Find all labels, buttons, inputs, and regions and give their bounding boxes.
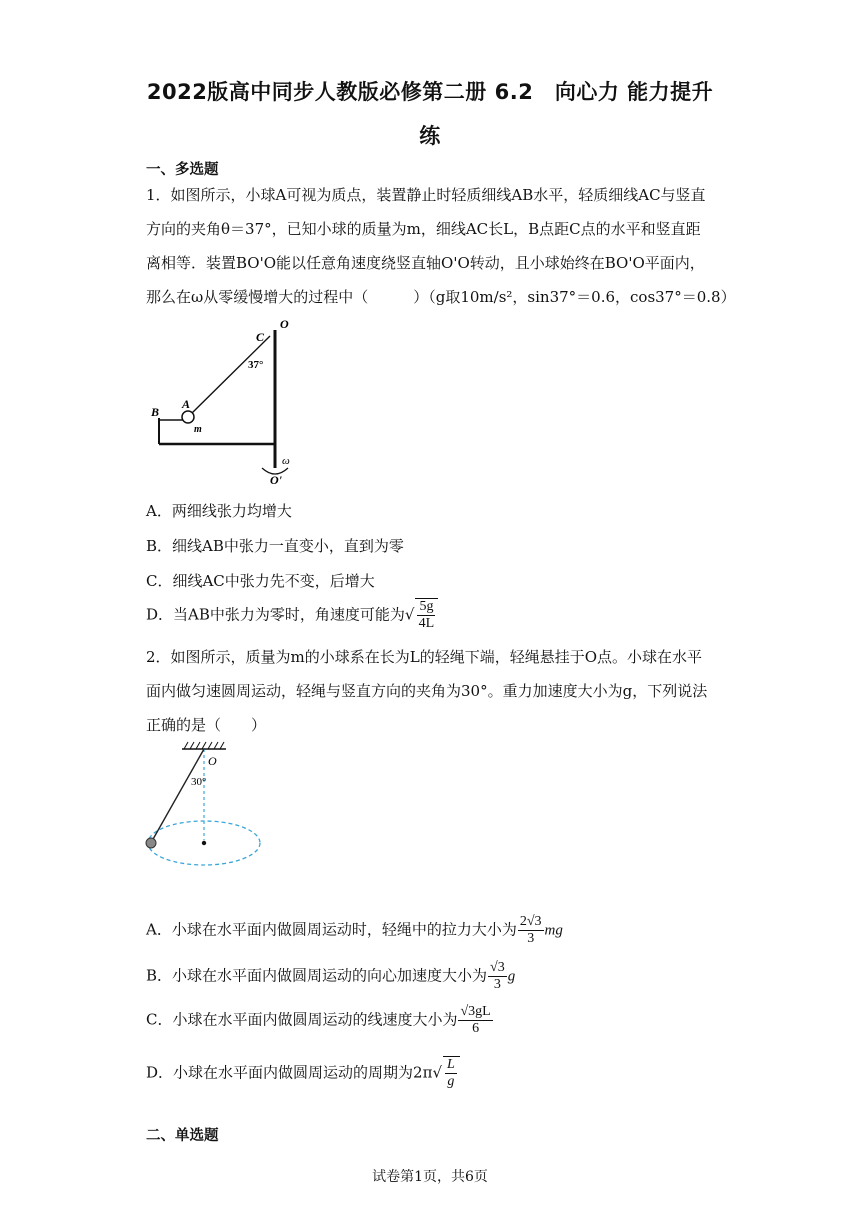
q1-d-den: 4L — [418, 616, 435, 631]
q2-option-d: D．小球在水平面内做圆周运动的周期为2π√ $\frac{L}{g}$ — [146, 1056, 460, 1090]
q2-line: 2．如图所示，质量为m的小球系在长为L的轻绳下端，轻绳悬挂于O点。小球在水平 — [146, 648, 703, 666]
q2-a-num: 2√3 — [519, 914, 542, 929]
q2-d-den: g — [447, 1074, 455, 1089]
q2-fig-label: O — [208, 754, 217, 768]
doc-title-line2: 练 — [419, 124, 441, 148]
q2-option-b-text: B．小球在水平面内做圆周运动的向心加速度大小为 — [146, 966, 488, 985]
q1-line: 1．如图所示，小球A可视为质点，装置静止时轻质细线AB水平，轻质细线AC与竖直 — [146, 186, 706, 204]
section-heading-multiple-choice: 一、多选题 — [146, 162, 219, 178]
q2-a-tail: mg — [544, 922, 563, 939]
q2-c-den: 6 — [472, 1021, 480, 1036]
q1-fig-label: B — [151, 405, 160, 419]
q2-line: 面内做匀速圆周运动，轻绳与竖直方向的夹角为30°。重力加速度大小为g，下列说法 — [146, 682, 708, 700]
q2-d-num: L — [447, 1057, 455, 1072]
q1-fig-label: ω — [282, 455, 290, 467]
q1-d-num: 5g — [419, 599, 434, 614]
q1-fig-label: O' — [270, 473, 282, 487]
q1-fig-label: C — [256, 330, 265, 344]
q2-option-a-text: A．小球在水平面内做圆周运动时，轻绳中的拉力大小为 — [146, 920, 517, 939]
q1-fig-label: A — [182, 397, 191, 411]
q2-option-c-text: C．小球在水平面内做圆周运动的线速度大小为 — [146, 1010, 458, 1029]
q1-option-c: C．细线AC中张力先不变，后增大 — [146, 572, 375, 590]
question-2 — [146, 640, 716, 742]
doc-title-line1: 2022版高中同步人教版必修第二册 6.2 向心力 能力提升 — [146, 80, 714, 104]
q2-fig-label: 30° — [191, 776, 207, 788]
q2-b-num: √3 — [490, 960, 505, 975]
q2-line: 正确的是（ ） — [146, 716, 267, 734]
q2-figure — [140, 740, 270, 870]
q2-option-a — [146, 914, 563, 947]
question-1 — [146, 178, 736, 314]
q1-option-d: D．当AB中张力为零时，角速度可能为√ $\frac{5g}{4L}$ — [146, 598, 438, 632]
q2-a-den: 3 — [527, 931, 535, 946]
q1-fig-label: m — [194, 424, 202, 435]
q1-line: 离相等．装置BO'O能以任意角速度绕竖直轴O'O转动，且小球始终在BO'O平面内， — [146, 254, 705, 272]
q1-fig-label: O — [280, 318, 289, 331]
q1-fig-label: 37° — [248, 359, 264, 371]
q1-option-a: A．两细线张力均增大 — [146, 502, 292, 520]
section-heading-single-choice: 二、单选题 — [146, 1128, 219, 1144]
q2-b-tail: g — [507, 968, 516, 985]
q2-option-c — [146, 1004, 494, 1037]
q2-c-num: √3gL — [460, 1004, 491, 1019]
q2-b-den: 3 — [493, 977, 501, 992]
q1-figure — [150, 318, 300, 488]
q2-d-coef: 2π — [413, 1063, 433, 1082]
q2-option-d-text: D．小球在水平面内做圆周运动的周期为 — [146, 1063, 414, 1082]
q1-option-d-text: D．当AB中张力为零时，角速度可能为 — [146, 605, 405, 624]
page-footer: 试卷第1页，共6页 — [372, 1169, 488, 1185]
q2-option-b — [146, 960, 515, 993]
q1-line: 方向的夹角θ＝37°，已知小球的质量为m，细线AC长L，B点距C点的水平和竖直距 — [146, 220, 701, 238]
q1-line: 那么在ω从零缓慢增大的过程中（ ）（g取10m/s²，sin37°＝0.6，cos37°＝0.8） — [146, 288, 736, 306]
q1-option-b: B．细线AB中张力一直变小，直到为零 — [146, 537, 404, 555]
